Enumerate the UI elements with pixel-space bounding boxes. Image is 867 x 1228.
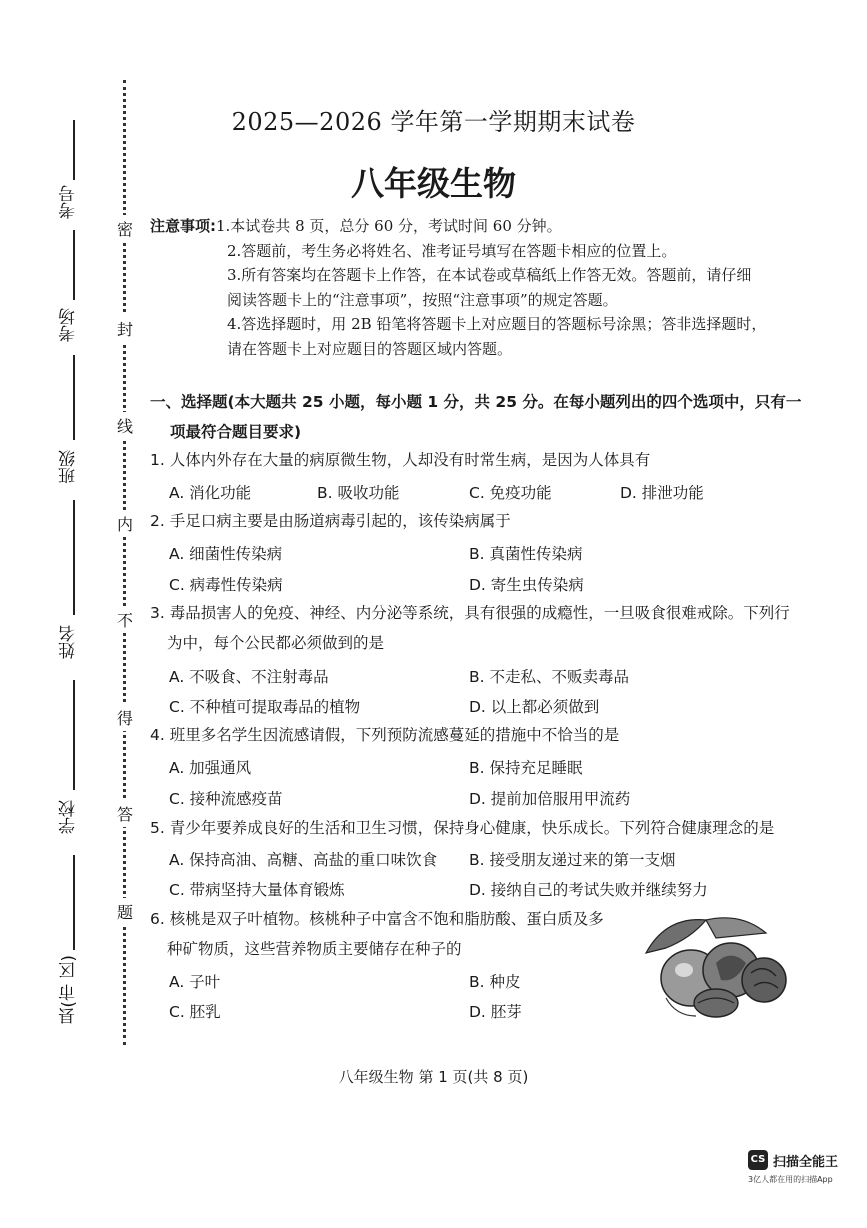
class-label: 班级 — [59, 450, 79, 484]
notes-block — [150, 214, 810, 361]
seal-char: 线 — [116, 412, 134, 439]
seal-char: 密 — [116, 215, 134, 242]
note-line: 3.所有答案均在答题卡上作答，在本试卷或草稿纸上作答无效。答题前，请仔细 — [227, 266, 752, 284]
name-label: 姓名 — [59, 625, 79, 659]
option-c: C. 接种流感疫苗 — [169, 790, 283, 808]
question-6 — [150, 904, 630, 964]
walnut-illustration — [636, 908, 796, 1023]
name-line — [73, 500, 75, 615]
question-stem: 6. 核桃是双子叶植物。核桃种子中富含不饱和脂肪酸、蛋白质及多 — [150, 910, 604, 928]
seal-char: 内 — [116, 510, 134, 537]
option-a: A. 消化功能 — [169, 484, 252, 502]
camscanner-logo-icon: CS — [748, 1150, 768, 1170]
option-b: B. 真菌性传染病 — [469, 545, 583, 563]
school-label: 学校 — [59, 800, 79, 834]
note-line: 4.答选择题时，用 2B 铅笔将答题卡上对应题目的答题标号涂黑；答非选择题时， — [227, 315, 767, 333]
option-c: C. 胚乳 — [169, 1003, 221, 1021]
subject-title: 八年级生物 — [351, 164, 516, 203]
option-c: C. 病毒性传染病 — [169, 576, 283, 594]
notes-label: 注意事项: — [150, 217, 216, 235]
seal-char: 不 — [116, 606, 134, 633]
question-stem: 4. 班里多名学生因流感请假，下列预防流感蔓延的措施中不恰当的是 — [150, 726, 620, 744]
option-d: D. 胚芽 — [469, 1003, 522, 1021]
seal-char: 封 — [116, 315, 134, 342]
class-line — [73, 355, 75, 440]
exam-room-label: 考场 — [59, 308, 79, 342]
option-b: B. 接受朋友递过来的第一支烟 — [469, 851, 676, 869]
option-c: C. 不种植可提取毒品的植物 — [169, 698, 361, 716]
county-line — [73, 855, 75, 950]
question-3 — [150, 598, 805, 658]
question-stem: 5. 青少年要养成良好的生活和卫生习惯，保持身心健康，快乐成长。下列符合健康理念的是 — [150, 819, 775, 837]
option-d: D. 寄生虫传染病 — [469, 576, 584, 594]
note-line: 阅读答题卡上的“注意事项”，按照“注意事项”的规定答题。 — [227, 290, 618, 309]
section-line: 一、选择题(本大题共 25 小题，每小题 1 分，共 25 分。在每小题列出的四个选项中，只有一 — [150, 393, 802, 411]
option-c: C. 免疫功能 — [469, 484, 552, 502]
option-b: B. 种皮 — [469, 973, 521, 991]
note-line: 2.答题前，考生务必将姓名、准考证号填写在答题卡相应的位置上。 — [227, 241, 677, 260]
question-stem: 种矿物质，这些营养物质主要储存在种子的 — [167, 940, 462, 958]
note-text: 1.本试卷共 8 页，总分 60 分，考试时间 60 分钟。 — [216, 217, 562, 235]
option-a: A. 子叶 — [169, 973, 221, 991]
option-b: B. 保持充足睡眠 — [469, 759, 583, 777]
option-a: A. 保持高油、高糖、高盐的重口味饮食 — [169, 851, 438, 869]
question-stem: 1. 人体内外存在大量的病原微生物，人却没有时常生病，是因为人体具有 — [150, 451, 651, 469]
option-d: D. 提前加倍服用甲流药 — [469, 790, 631, 808]
note-line — [150, 214, 810, 239]
note-line: 请在答题卡上对应题目的答题区域内答题。 — [227, 339, 513, 358]
camscanner-tagline: 3亿人都在用的扫描App — [748, 1175, 833, 1184]
question-4 — [150, 720, 805, 750]
option-b: B. 不走私、不贩卖毒品 — [469, 668, 629, 686]
seal-char: 题 — [116, 898, 134, 925]
option-a: A. 不吸食、不注射毒品 — [169, 668, 329, 686]
option-d: D. 以上都必须做到 — [469, 698, 600, 716]
option-b: B. 吸收功能 — [317, 484, 400, 502]
page-footer: 八年级生物 第 1 页(共 8 页) — [338, 1068, 529, 1086]
question-stem: 2. 手足口病主要是由肠道病毒引起的，该传染病属于 — [150, 512, 511, 530]
option-d: D. 排泄功能 — [620, 484, 704, 502]
exam-number-label: 考号 — [59, 185, 79, 219]
seal-char: 答 — [116, 800, 134, 827]
option-d: D. 接纳自己的考试失败并继续努力 — [469, 881, 708, 899]
county-label: 县(市 区) — [59, 955, 79, 1025]
exam-room-line — [73, 230, 75, 300]
section-line: 项最符合题目要求) — [170, 423, 302, 441]
question-5 — [150, 813, 805, 843]
option-c: C. 带病坚持大量体育锻炼 — [169, 881, 345, 899]
section-heading — [150, 387, 810, 447]
camscanner-name: 扫描全能王 — [773, 1155, 839, 1170]
question-1 — [150, 445, 805, 475]
question-stem: 为中，每个公民都必须做到的是 — [167, 634, 385, 652]
option-a: A. 加强通风 — [169, 759, 252, 777]
exam-title: 2025—2026 学年第一学期期末试卷 — [231, 108, 636, 136]
question-stem: 3. 毒品损害人的免疫、神经、内分泌等系统，具有很强的成瘾性，一旦吸食很难戒除。下列行 — [150, 604, 790, 622]
seal-char: 得 — [116, 704, 134, 731]
question-2 — [150, 506, 805, 536]
option-a: A. 细菌性传染病 — [169, 545, 283, 563]
school-line — [73, 680, 75, 790]
